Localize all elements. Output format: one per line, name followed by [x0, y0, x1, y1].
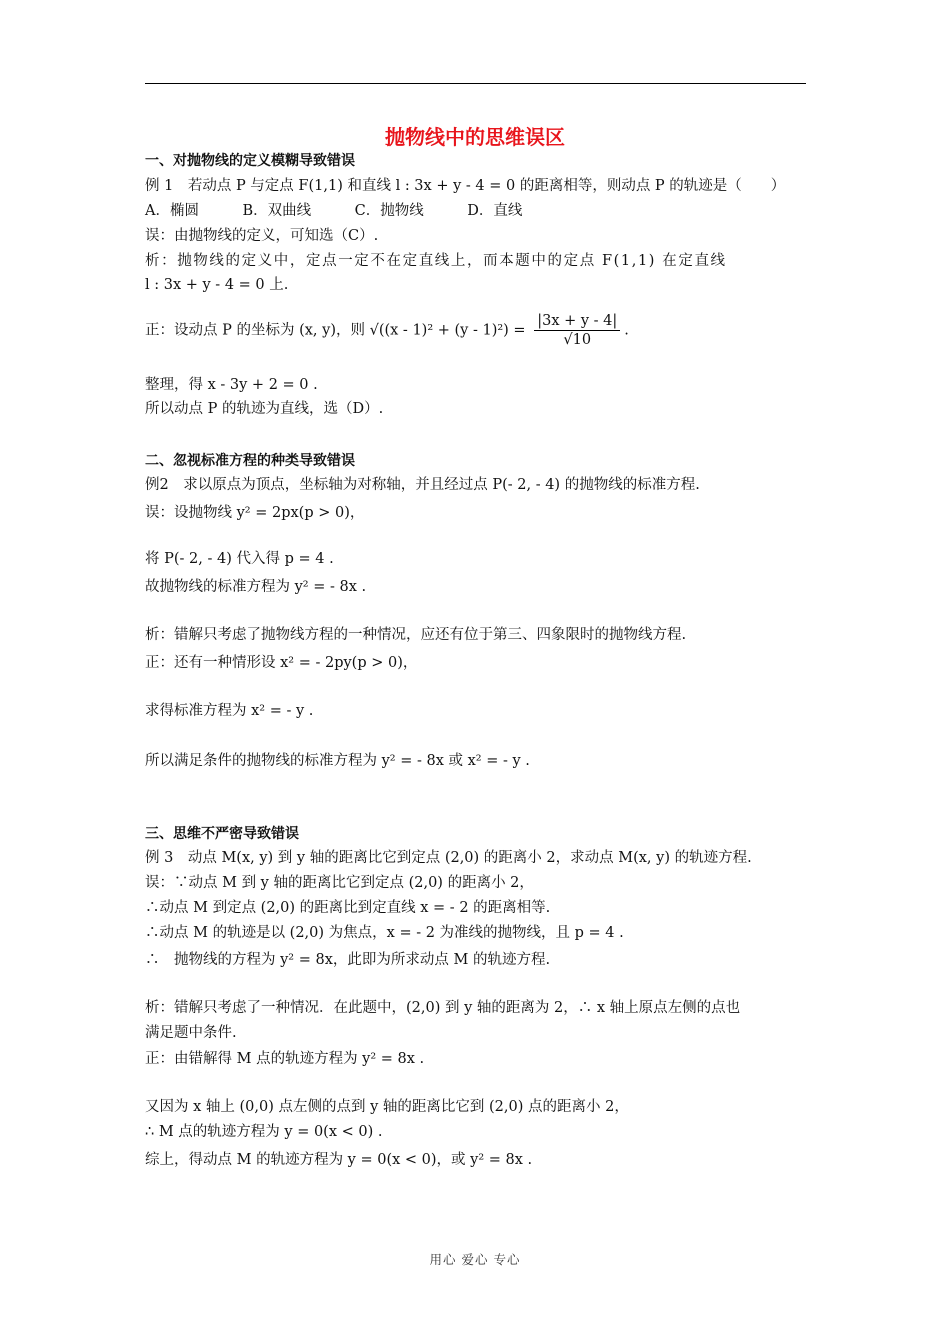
example-3-correct-3: ∴ M 点的轨迹方程为 y = 0(x < 0) .	[145, 1124, 383, 1140]
example-3-analysis-cont: 满足题中条件.	[145, 1025, 237, 1041]
example-1-simplify: 整理，得 x - 3y + 2 = 0 .	[145, 377, 318, 393]
example-1-options: A．椭圆 B．双曲线 C．抛物线 D．直线	[145, 203, 523, 219]
page-title: 抛物线中的思维误区	[385, 125, 565, 149]
example-2-wrong: 误：设抛物线 y² = 2px(p > 0)，	[145, 505, 365, 521]
example-3-correct-1: 正：由错解得 M 点的轨迹方程为 y² = 8x .	[145, 1051, 425, 1067]
example-1-wrong: 误：由抛物线的定义，可知选（C）.	[145, 228, 379, 244]
page-footer: 用心 爱心 专心	[429, 1252, 521, 1267]
example-2-conclusion: 所以满足条件的抛物线的标准方程为 y² = - 8x 或 x² = - y .	[145, 753, 530, 769]
example-3-correct-2: 又因为 x 轴上 (0,0) 点左侧的点到 y 轴的距离比它到 (2,0) 点的距离小 2，	[145, 1099, 629, 1115]
section-1-heading: 一、对抛物线的定义模糊导致错误	[145, 153, 355, 169]
header-rule	[145, 83, 806, 84]
example-1-analysis-cont: l : 3x + y - 4 = 0 上.	[145, 277, 289, 293]
fraction-numerator: |3x + y - 4|	[534, 312, 620, 331]
example-1-conclusion: 所以动点 P 的轨迹为直线，选（D）.	[145, 401, 384, 417]
fraction-denominator: √10	[563, 332, 592, 348]
example-2-question: 例2 求以原点为顶点，坐标轴为对称轴，并且经过点 P(- 2, - 4) 的抛物线的标准方程.	[145, 477, 700, 493]
section-2-heading: 二、忽视标准方程的种类导致错误	[145, 453, 355, 469]
example-3-wrong-3: ∴动点 M 的轨迹是以 (2,0) 为焦点，x = - 2 为准线的抛物线，且 p = 4 .	[145, 925, 624, 941]
example-1-correct-lead: 正：设动点 P 的坐标为 (x, y)，则 √((x - 1)² + (y - 1)²) =	[145, 322, 531, 339]
example-2-correct-result: 求得标准方程为 x² = - y .	[145, 703, 314, 719]
example-3-wrong-4: ∴ 抛物线的方程为 y² = 8x，此即为所求动点 M 的轨迹方程.	[145, 952, 551, 968]
example-2-substitute: 将 P(- 2, - 4) 代入得 p = 4 .	[145, 551, 334, 567]
example-2-correct: 正：还有一种情形设 x² = - 2py(p > 0)，	[145, 655, 418, 671]
section-3-heading: 三、思维不严密导致错误	[145, 826, 299, 842]
example-3-wrong-2: ∴动点 M 到定点 (2,0) 的距离比到定直线 x = - 2 的距离相等.	[145, 900, 551, 916]
example-3-wrong-1: 误：∵动点 M 到 y 轴的距离比它到定点 (2,0) 的距离小 2，	[145, 875, 534, 891]
example-1-analysis: 析：抛物线的定义中，定点一定不在定直线上，而本题中的定点 F(1,1) 在定直线	[145, 253, 727, 269]
example-1-question: 例 1 若动点 P 与定点 F(1,1) 和直线 l : 3x + y - 4 = 0 的距离相等，则动点 P 的轨迹是（ ）	[145, 178, 786, 194]
example-2-wrong-result: 故抛物线的标准方程为 y² = - 8x .	[145, 579, 367, 595]
example-1-correct	[145, 312, 629, 349]
example-1-correct-end: .	[624, 322, 629, 339]
example-2-analysis: 析：错解只考虑了抛物线方程的一种情况，应还有位于第三、四象限时的抛物线方程.	[145, 627, 687, 643]
example-3-analysis: 析：错解只考虑了一种情况．在此题中，(2,0) 到 y 轴的距离为 2，∴ x 轴上原点左侧的点也	[145, 1000, 741, 1016]
distance-fraction	[534, 312, 620, 349]
example-3-conclusion: 综上，得动点 M 的轨迹方程为 y = 0(x < 0)，或 y² = 8x .	[145, 1152, 533, 1168]
example-3-question: 例 3 动点 M(x, y) 到 y 轴的距离比它到定点 (2,0) 的距离小 2，求动点 M(x, y) 的轨迹方程.	[145, 850, 752, 866]
